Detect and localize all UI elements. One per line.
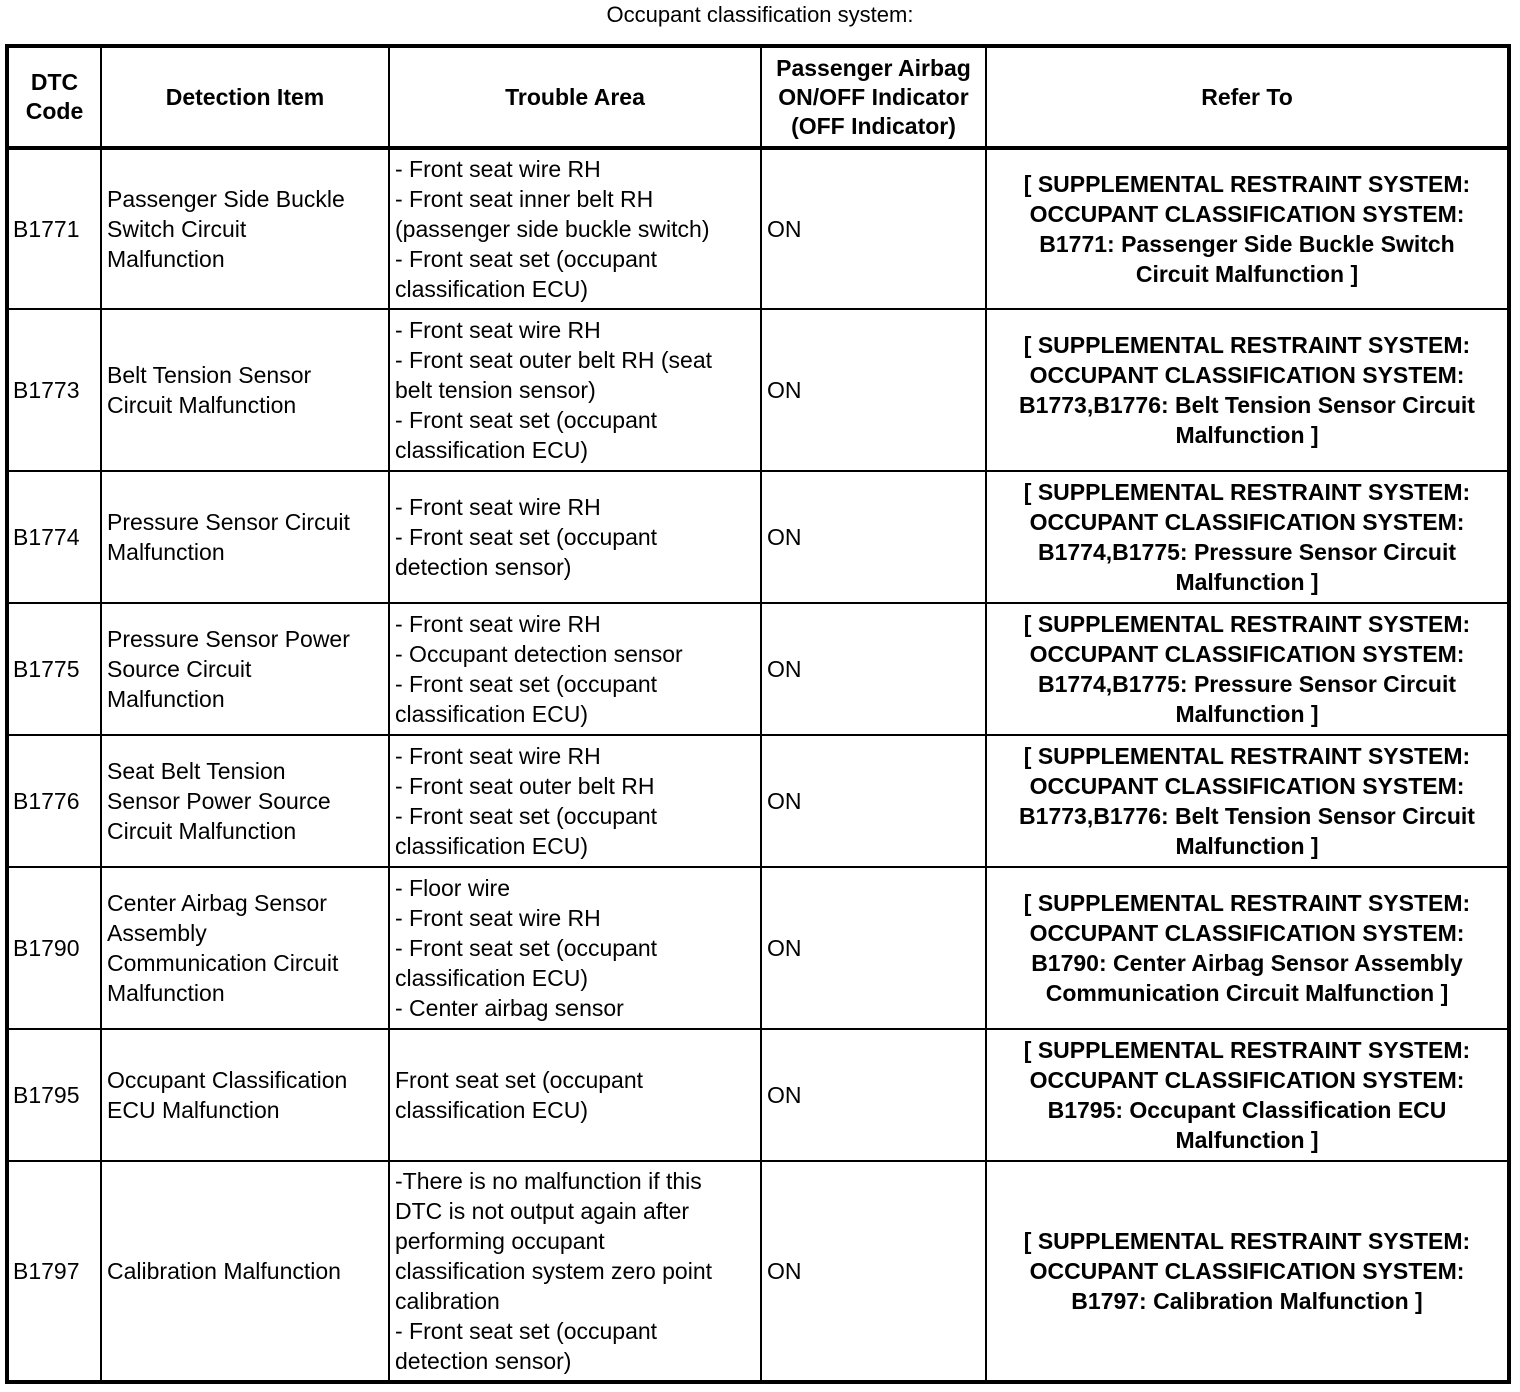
trouble-area-cell-line: DTC is not output again after <box>395 1198 690 1224</box>
detection-item-cell <box>101 148 389 309</box>
trouble-area-cell-line: performing occupant <box>395 1228 605 1254</box>
refer-to-cell-line: Malfunction ] <box>1175 569 1319 595</box>
indicator-cell: ON <box>761 1161 986 1382</box>
trouble-area-cell-line: - Front seat wire RH <box>395 494 601 520</box>
refer-to-cell-line: B1774,B1775: Pressure Sensor Circuit <box>1037 671 1457 697</box>
detection-item-cell <box>101 1029 389 1161</box>
refer-to-cell-line: Malfunction ] <box>1175 1127 1319 1153</box>
detection-item-cell <box>101 309 389 471</box>
refer-to-cell-line: B1773,B1776: Belt Tension Sensor Circuit <box>1019 803 1475 829</box>
trouble-area-cell <box>389 148 761 309</box>
detection-item-cell-line: Passenger Side Buckle <box>107 186 345 212</box>
header-indicator <box>761 46 986 148</box>
detection-item-cell-line: Occupant Classification <box>107 1067 348 1093</box>
detection-item-cell-line: ECU Malfunction <box>107 1097 280 1123</box>
refer-to-cell-line: OCCUPANT CLASSIFICATION SYSTEM: <box>1029 920 1465 946</box>
refer-to-cell-line: Circuit Malfunction ] <box>1135 261 1359 287</box>
refer-to-cell <box>986 735 1509 867</box>
refer-to-cell-line: B1797: Calibration Malfunction ] <box>1071 1288 1423 1314</box>
table-caption: Occupant classification system: <box>606 2 914 27</box>
trouble-area-cell-line: -There is no malfunction if this <box>395 1168 702 1194</box>
trouble-area-cell-line: - Front seat wire RH <box>395 317 601 343</box>
trouble-area-cell-line: - Front seat set (occupant <box>395 524 658 550</box>
trouble-area-cell-line: - Front seat wire RH <box>395 743 601 769</box>
detection-item-cell-line: Pressure Sensor Power <box>107 626 350 652</box>
refer-to-cell <box>986 867 1509 1029</box>
header-refer-to <box>986 46 1509 148</box>
detection-item-cell-line: Sensor Power Source <box>107 788 331 814</box>
refer-to-cell-line: [ SUPPLEMENTAL RESTRAINT SYSTEM: <box>1023 332 1471 358</box>
table-row <box>7 735 1509 867</box>
trouble-area-cell-line: - Front seat set (occupant <box>395 803 658 829</box>
trouble-area-cell-line: Front seat set (occupant <box>395 1067 644 1093</box>
trouble-area-cell-line: classification ECU) <box>395 1097 588 1123</box>
trouble-area-cell <box>389 867 761 1029</box>
trouble-area-cell-line: - Front seat set (occupant <box>395 935 658 961</box>
refer-to-cell-line: B1795: Occupant Classification ECU <box>1047 1097 1447 1123</box>
indicator-cell: ON <box>761 867 986 1029</box>
detection-item-cell-line: Pressure Sensor Circuit <box>107 509 350 535</box>
trouble-area-cell-line: - Front seat wire RH <box>395 156 601 182</box>
header-line: Refer To <box>1201 83 1293 110</box>
trouble-area-cell-line: - Front seat set (occupant <box>395 1318 658 1344</box>
refer-to-cell <box>986 1161 1509 1382</box>
trouble-area-cell-line: - Front seat inner belt RH <box>395 186 654 212</box>
indicator-cell: ON <box>761 148 986 309</box>
trouble-area-cell-line: - Front seat set (occupant <box>395 407 658 433</box>
table-row <box>7 867 1509 1029</box>
table-row <box>7 1161 1509 1382</box>
dtc-code-cell: B1771 <box>7 148 101 309</box>
refer-to-cell <box>986 471 1509 603</box>
detection-item-cell-line: Malfunction <box>107 539 225 565</box>
refer-to-cell-line: [ SUPPLEMENTAL RESTRAINT SYSTEM: <box>1023 1037 1471 1063</box>
trouble-area-cell-line: - Front seat wire RH <box>395 905 601 931</box>
detection-item-cell-line: Circuit Malfunction <box>107 392 297 418</box>
dtc-code-cell: B1795 <box>7 1029 101 1161</box>
detection-item-cell-line: Calibration Malfunction <box>107 1258 341 1284</box>
dtc-code-cell: B1775 <box>7 603 101 735</box>
detection-item-cell-line: Malfunction <box>107 246 225 272</box>
refer-to-cell-line: [ SUPPLEMENTAL RESTRAINT SYSTEM: <box>1023 479 1471 505</box>
trouble-area-cell-line: - Front seat outer belt RH (seat <box>395 347 713 373</box>
refer-to-cell-line: Malfunction ] <box>1175 422 1319 448</box>
refer-to-cell-line: [ SUPPLEMENTAL RESTRAINT SYSTEM: <box>1023 890 1471 916</box>
dtc-code-cell: B1797 <box>7 1161 101 1382</box>
trouble-area-cell-line: classification ECU) <box>395 965 588 991</box>
trouble-area-cell <box>389 1029 761 1161</box>
refer-to-cell-line: Communication Circuit Malfunction ] <box>1045 980 1449 1006</box>
indicator-cell: ON <box>761 309 986 471</box>
detection-item-cell-line: Malfunction <box>107 686 225 712</box>
detection-item-cell-line: Seat Belt Tension <box>107 758 286 784</box>
detection-item-cell-line: Belt Tension Sensor <box>107 362 312 388</box>
trouble-area-cell-line: (passenger side buckle switch) <box>395 216 710 242</box>
trouble-area-cell-line: - Occupant detection sensor <box>395 641 683 667</box>
detection-item-cell <box>101 1161 389 1382</box>
refer-to-cell-line: Malfunction ] <box>1175 833 1319 859</box>
detection-item-cell-line: Source Circuit <box>107 656 252 682</box>
trouble-area-cell <box>389 735 761 867</box>
trouble-area-cell-line: calibration <box>395 1288 500 1314</box>
refer-to-cell <box>986 603 1509 735</box>
trouble-area-cell-line: classification ECU) <box>395 701 588 727</box>
refer-to-cell-line: OCCUPANT CLASSIFICATION SYSTEM: <box>1029 509 1465 535</box>
refer-to-cell-line: B1771: Passenger Side Buckle Switch <box>1039 231 1455 257</box>
header-trouble-area <box>389 46 761 148</box>
header-line: Code <box>25 98 84 124</box>
header-line: Trouble Area <box>505 83 645 110</box>
trouble-area-cell-line: belt tension sensor) <box>395 377 596 403</box>
trouble-area-cell-line: - Front seat set (occupant <box>395 671 658 697</box>
refer-to-cell-line: OCCUPANT CLASSIFICATION SYSTEM: <box>1029 201 1465 227</box>
dtc-code-cell: B1776 <box>7 735 101 867</box>
detection-item-cell <box>101 867 389 1029</box>
refer-to-cell-line: OCCUPANT CLASSIFICATION SYSTEM: <box>1029 641 1465 667</box>
dtc-code-cell: B1773 <box>7 309 101 471</box>
trouble-area-cell-line: - Center airbag sensor <box>395 995 624 1021</box>
detection-item-cell <box>101 603 389 735</box>
refer-to-cell <box>986 1029 1509 1161</box>
dtc-code-cell: B1774 <box>7 471 101 603</box>
refer-to-cell-line: [ SUPPLEMENTAL RESTRAINT SYSTEM: <box>1023 1228 1471 1254</box>
trouble-area-cell <box>389 1161 761 1382</box>
refer-to-cell-line: [ SUPPLEMENTAL RESTRAINT SYSTEM: <box>1023 171 1471 197</box>
detection-item-cell-line: Assembly <box>107 920 207 946</box>
detection-item-cell-line: Communication Circuit <box>107 950 339 976</box>
dtc-table <box>5 44 1511 1384</box>
indicator-cell: ON <box>761 603 986 735</box>
header-dtc-code <box>7 46 101 148</box>
table-header-row <box>7 46 1509 148</box>
trouble-area-cell-line: detection sensor) <box>395 1348 572 1374</box>
header-line: Passenger Airbag <box>776 54 971 81</box>
trouble-area-cell <box>389 309 761 471</box>
refer-to-cell-line: B1790: Center Airbag Sensor Assembly <box>1031 950 1463 976</box>
trouble-area-cell-line: - Front seat outer belt RH <box>395 773 655 799</box>
table-body <box>7 148 1509 1382</box>
indicator-cell: ON <box>761 735 986 867</box>
trouble-area-cell-line: - Front seat wire RH <box>395 611 601 637</box>
header-line: ON/OFF Indicator <box>778 83 969 110</box>
table-row <box>7 309 1509 471</box>
detection-item-cell <box>101 735 389 867</box>
trouble-area-cell-line: detection sensor) <box>395 554 572 580</box>
trouble-area-cell-line: classification system zero point <box>395 1258 713 1284</box>
detection-item-cell-line: Switch Circuit <box>107 216 247 242</box>
header-detection-item <box>101 46 389 148</box>
trouble-area-cell-line: - Front seat set (occupant <box>395 246 658 272</box>
table-row <box>7 1029 1509 1161</box>
refer-to-cell-line: [ SUPPLEMENTAL RESTRAINT SYSTEM: <box>1023 743 1471 769</box>
refer-to-cell <box>986 309 1509 471</box>
indicator-cell: ON <box>761 471 986 603</box>
refer-to-cell-line: OCCUPANT CLASSIFICATION SYSTEM: <box>1029 1067 1465 1093</box>
refer-to-cell-line: B1774,B1775: Pressure Sensor Circuit <box>1037 539 1457 565</box>
trouble-area-cell-line: classification ECU) <box>395 833 588 859</box>
trouble-area-cell-line: classification ECU) <box>395 276 588 302</box>
detection-item-cell <box>101 471 389 603</box>
refer-to-cell <box>986 148 1509 309</box>
header-line: (OFF Indicator) <box>791 112 956 139</box>
header-line: Detection Item <box>165 83 325 110</box>
table-row <box>7 148 1509 309</box>
detection-item-cell-line: Center Airbag Sensor <box>107 890 327 916</box>
table-row <box>7 471 1509 603</box>
refer-to-cell-line: Malfunction ] <box>1175 701 1319 727</box>
trouble-area-cell-line: classification ECU) <box>395 437 588 463</box>
detection-item-cell-line: Circuit Malfunction <box>107 818 297 844</box>
refer-to-cell-line: OCCUPANT CLASSIFICATION SYSTEM: <box>1029 362 1465 388</box>
table-row <box>7 603 1509 735</box>
refer-to-cell-line: OCCUPANT CLASSIFICATION SYSTEM: <box>1029 773 1465 799</box>
refer-to-cell-line: OCCUPANT CLASSIFICATION SYSTEM: <box>1029 1258 1465 1284</box>
refer-to-cell-line: B1773,B1776: Belt Tension Sensor Circuit <box>1019 392 1475 418</box>
indicator-cell: ON <box>761 1029 986 1161</box>
trouble-area-cell-line: - Floor wire <box>395 875 511 901</box>
dtc-code-cell: B1790 <box>7 867 101 1029</box>
trouble-area-cell <box>389 603 761 735</box>
refer-to-cell-line: [ SUPPLEMENTAL RESTRAINT SYSTEM: <box>1023 611 1471 637</box>
detection-item-cell-line: Malfunction <box>107 980 225 1006</box>
header-line: DTC <box>30 69 79 95</box>
trouble-area-cell <box>389 471 761 603</box>
